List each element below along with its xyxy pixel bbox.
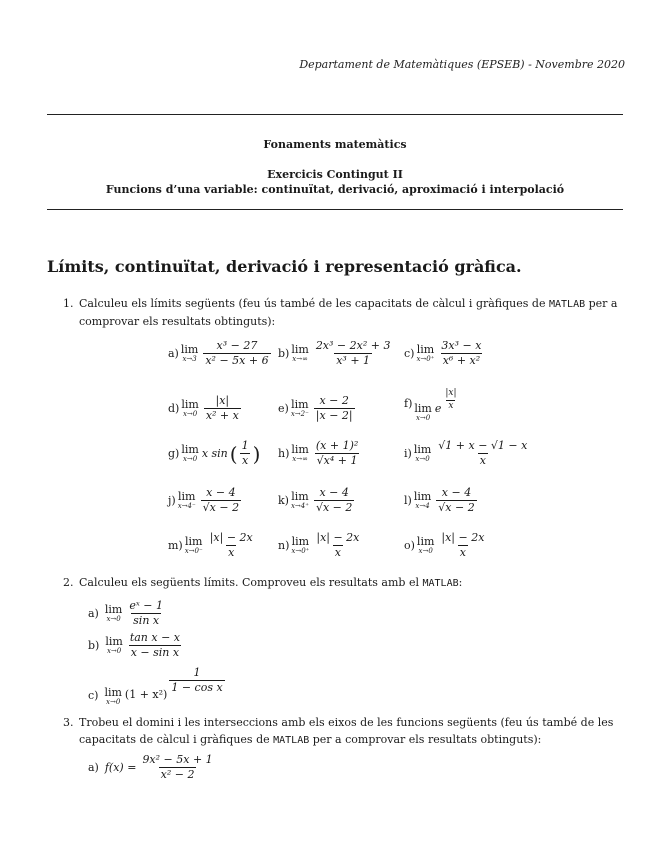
lim: lim x→∞	[291, 343, 309, 364]
q1-item-a	[168, 340, 273, 367]
q1-item-i	[404, 440, 531, 467]
lim-sub: x→∞	[292, 355, 308, 364]
lim: lim x→0	[414, 402, 432, 422]
item-label: c)	[88, 689, 99, 702]
exp-base: e	[434, 402, 442, 415]
fraction	[314, 487, 354, 514]
q1-item-g	[168, 440, 260, 467]
numerator: x³ − 27	[216, 339, 258, 352]
q1-item-n	[278, 532, 363, 559]
denominator: x² − 5x + 6	[205, 354, 269, 368]
numerator: 9x² − 5x + 1	[142, 753, 213, 766]
q3-text-a: capacitats de càlcul i gràfiques de	[79, 733, 274, 746]
q2-matlab: MATLAB	[422, 578, 459, 589]
fraction	[314, 440, 360, 467]
lim: lim x→0	[104, 686, 122, 706]
lim-sub: x→0	[415, 414, 431, 422]
lim: lim x→0	[413, 443, 432, 464]
denominator: x	[459, 546, 467, 560]
denominator: x	[448, 401, 454, 411]
q1-matlab: MATLAB	[548, 299, 586, 310]
denominator: √x − 2	[315, 501, 353, 515]
fraction	[439, 532, 486, 559]
item-label: g)	[168, 447, 180, 461]
q1-item-b	[278, 340, 394, 367]
prefix: x sin	[201, 447, 228, 461]
fraction	[201, 487, 241, 514]
numerator: (x + 1)²	[315, 439, 359, 452]
course-title: Fonaments matemàtics	[263, 138, 407, 151]
q2-number: 2.	[63, 576, 74, 589]
lim-sub: x→0	[182, 455, 198, 464]
item-label: b)	[88, 639, 100, 653]
q1-text-line2: comprovar els resultats obtinguts):	[79, 315, 276, 328]
section-title: Límits, continuïtat, derivació i representació gràfica.	[47, 257, 522, 276]
fraction	[314, 395, 355, 422]
numerator: x − 4	[441, 486, 472, 499]
lim: lim x→4	[413, 490, 432, 511]
fraction	[204, 395, 241, 422]
q2-item-c	[88, 665, 227, 706]
q1-item-m	[168, 532, 257, 559]
exercise-subtitle: Funcions d’una variable: continuïtat, derivació, aproximació i interpolació	[105, 183, 565, 196]
q2-item-a	[88, 600, 167, 627]
q2-text-a: Calculeu els següents límits. Comproveu els resultats amb el	[79, 576, 423, 589]
fraction	[203, 340, 270, 367]
numerator: |x|	[445, 388, 457, 399]
lim: lim x→0	[104, 603, 123, 624]
item-label: h)	[278, 447, 290, 461]
item-label: i)	[404, 447, 412, 461]
numerator: √1 + x − √1 − x	[438, 439, 528, 452]
lim: lim x→0	[181, 398, 199, 419]
q3-text	[79, 714, 624, 749]
bottom-rule	[47, 209, 623, 210]
numerator: x − 4	[319, 486, 349, 499]
denominator: x² + x	[205, 409, 239, 423]
denominator: |x − 2|	[315, 409, 353, 423]
numerator: x − 2	[319, 394, 349, 407]
lim: lim x→0⁻	[184, 535, 203, 556]
lim-sub: x→4⁺	[290, 502, 309, 511]
item-label: a)	[88, 761, 99, 775]
item-label: j)	[168, 494, 176, 508]
lim: lim x→0	[416, 535, 435, 556]
q2-text-end: :	[458, 576, 463, 589]
q3-text-line1: Trobeu el domini i les interseccions amb els eixos de les funcions següents (feu ús també de les	[79, 716, 614, 729]
lim: lim x→0⁺	[291, 535, 310, 556]
exponent-fraction	[443, 389, 458, 412]
top-rule	[47, 114, 623, 115]
lim: lim x→0⁺	[416, 343, 435, 364]
q1-item-j	[168, 487, 243, 514]
q1-text-b: per a	[585, 297, 618, 310]
item-label: m)	[168, 539, 183, 553]
fraction	[314, 340, 393, 367]
numerator: |x| − 2x	[316, 531, 360, 544]
lim: lim x→0	[181, 443, 199, 464]
department-date: Departament de Matemàtiques (EPSEB) - Novembre 2020	[299, 58, 625, 71]
q1-item-c	[404, 340, 485, 367]
denominator: x	[241, 454, 249, 468]
lim-sub: x→0	[415, 455, 430, 464]
lim: lim x→0	[105, 635, 123, 656]
lim-sub: x→2⁻	[290, 410, 309, 419]
lim-sub: x→0⁻	[184, 547, 203, 556]
q2-item-b	[88, 632, 184, 659]
q1-item-k	[278, 487, 356, 514]
right-paren: )	[252, 441, 261, 466]
exponent-fraction	[169, 667, 224, 694]
lim: lim x→2⁻	[290, 398, 309, 419]
q2-text	[79, 574, 624, 592]
lim-sub: x→0	[106, 698, 121, 706]
q3-text-b: per a comprovar els resultats obtinguts):	[309, 733, 542, 746]
q1-item-e	[278, 395, 357, 422]
q1-number: 1.	[63, 297, 74, 310]
numerator: |x| − 2x	[209, 531, 253, 544]
q1-item-d	[168, 395, 243, 422]
lim: lim x→4⁺	[290, 490, 309, 511]
exercise-title: Exercicis Contingut II	[267, 168, 403, 181]
q1-item-h	[278, 440, 362, 467]
lim-sub: x→4⁻	[177, 502, 196, 511]
left-paren: (	[229, 441, 238, 466]
lim: lim x→∞	[291, 443, 309, 464]
q3-number: 3.	[63, 716, 74, 729]
exp-base: (1 + x²)	[124, 688, 168, 701]
lim-sub: x→0	[182, 410, 198, 419]
function-lhs: f(x) =	[104, 761, 137, 775]
fraction	[439, 340, 483, 367]
item-label: k)	[278, 494, 289, 508]
denominator: sin x	[133, 614, 160, 628]
item-label: c)	[404, 347, 415, 361]
numerator: |x|	[215, 394, 230, 407]
item-label: n)	[278, 539, 290, 553]
denominator: x	[334, 546, 341, 560]
numerator: tan x − x	[129, 631, 180, 644]
item-label: e)	[278, 402, 289, 416]
denominator: x	[228, 546, 235, 560]
lim-sub: x→0⁺	[416, 355, 435, 364]
denominator: 1 − cos x	[171, 681, 223, 694]
item-label: l)	[404, 494, 412, 508]
lim-sub: x→3	[182, 355, 197, 364]
numerator: 2x³ − 2x² + 3	[315, 339, 391, 352]
fraction	[127, 600, 165, 627]
numerator: 1	[241, 439, 249, 452]
item-label: a)	[168, 347, 179, 361]
numerator: x − 4	[206, 486, 236, 499]
q1-text	[79, 295, 624, 330]
q3-matlab: MATLAB	[273, 735, 310, 746]
denominator: √x − 2	[438, 501, 475, 515]
denominator: x − sin x	[130, 646, 180, 660]
fraction	[128, 632, 182, 659]
lim-sub: x→0	[418, 547, 433, 556]
q3-item-a	[88, 754, 217, 781]
denominator: x	[479, 454, 486, 468]
item-label: f)	[404, 397, 413, 410]
fraction	[208, 532, 255, 559]
denominator: x² − 2	[160, 768, 195, 782]
denominator: x³ + 1	[336, 354, 371, 368]
item-label: o)	[404, 539, 415, 553]
lim-sub: x→0	[106, 647, 122, 656]
fraction	[436, 440, 529, 467]
lim-sub: x→∞	[292, 455, 308, 464]
lim: lim x→3	[180, 343, 199, 364]
lim-sub: x→0	[106, 615, 121, 624]
numerator: 1	[193, 665, 201, 679]
numerator: 3x³ − x	[441, 339, 482, 352]
item-label: d)	[168, 402, 180, 416]
fraction	[140, 754, 214, 781]
lim-sub: x→0⁺	[291, 547, 310, 556]
item-label: b)	[278, 347, 290, 361]
fraction	[240, 440, 251, 467]
q1-item-o	[404, 532, 488, 559]
q1-item-f	[404, 385, 461, 422]
denominator: √x − 2	[202, 501, 240, 515]
denominator: x⁶ + x²	[442, 354, 481, 368]
lim: lim x→4⁻	[177, 490, 196, 511]
q1-item-l	[404, 487, 479, 514]
item-label: a)	[88, 607, 99, 621]
q1-text-a: Calculeu els límits següents (feu ús també de les capacitats de càlcul i gràfiques de	[79, 297, 549, 310]
numerator: eˣ − 1	[129, 599, 163, 612]
numerator: |x| − 2x	[441, 531, 485, 544]
fraction	[314, 532, 361, 559]
fraction	[436, 487, 476, 514]
denominator: √x⁴ + 1	[316, 454, 358, 468]
lim-sub: x→4	[415, 502, 430, 511]
